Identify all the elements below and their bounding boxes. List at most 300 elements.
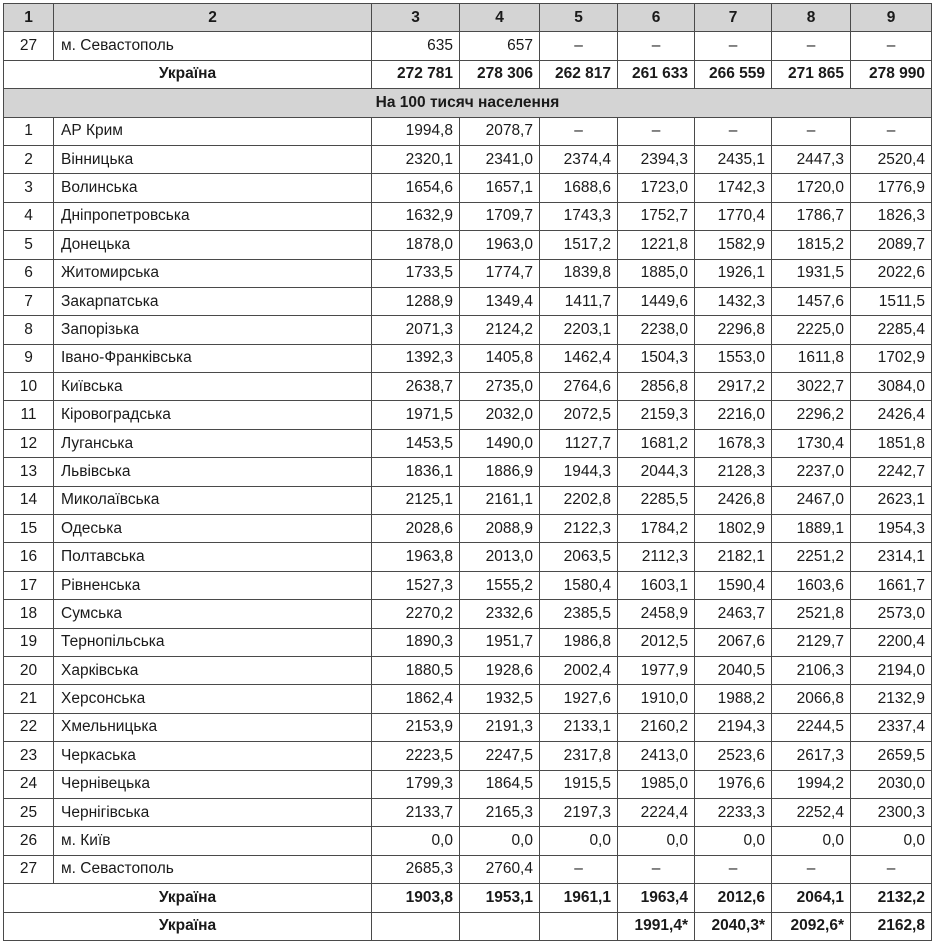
total-value-cell: 1903,8 <box>372 884 460 912</box>
row-number: 26 <box>4 827 54 855</box>
value-cell: 2088,9 <box>460 515 540 543</box>
value-cell: 1582,9 <box>695 231 772 259</box>
region-name: Львівська <box>54 458 372 486</box>
value-cell: 3022,7 <box>772 373 851 401</box>
value-cell: 1774,7 <box>460 259 540 287</box>
value-cell: 1392,3 <box>372 344 460 372</box>
value-cell: 2320,1 <box>372 145 460 173</box>
value-cell: 1889,1 <box>772 515 851 543</box>
value-cell: 2237,0 <box>772 458 851 486</box>
value-cell: 2133,7 <box>372 798 460 826</box>
region-name: Дніпропетровська <box>54 202 372 230</box>
value-cell: 2374,4 <box>540 145 618 173</box>
value-cell: 2067,6 <box>695 628 772 656</box>
value-cell: 1836,1 <box>372 458 460 486</box>
region-name: Черкаська <box>54 742 372 770</box>
value-cell: 1963,8 <box>372 543 460 571</box>
value-cell: 2296,8 <box>695 316 772 344</box>
region-name: Сумська <box>54 600 372 628</box>
value-cell: – <box>618 32 695 60</box>
value-cell: 2463,7 <box>695 600 772 628</box>
value-cell: 1770,4 <box>695 202 772 230</box>
value-cell: 2735,0 <box>460 373 540 401</box>
value-cell: 1603,1 <box>618 571 695 599</box>
value-cell: 2300,3 <box>851 798 932 826</box>
value-cell: 1786,7 <box>772 202 851 230</box>
value-cell: – <box>851 855 932 883</box>
value-cell: 1517,2 <box>540 231 618 259</box>
value-cell: 1928,6 <box>460 656 540 684</box>
value-cell: 2617,3 <box>772 742 851 770</box>
value-cell: 2002,4 <box>540 656 618 684</box>
region-name: Запорізька <box>54 316 372 344</box>
value-cell: – <box>695 117 772 145</box>
table-row <box>4 145 932 173</box>
value-cell: – <box>695 855 772 883</box>
row-number: 15 <box>4 515 54 543</box>
value-cell: 1349,4 <box>460 287 540 315</box>
value-cell: 2233,3 <box>695 798 772 826</box>
row-number: 24 <box>4 770 54 798</box>
value-cell: 2112,3 <box>618 543 695 571</box>
row-number: 22 <box>4 713 54 741</box>
table-row <box>4 373 932 401</box>
value-cell: 2638,7 <box>372 373 460 401</box>
value-cell: 1971,5 <box>372 401 460 429</box>
region-name: м. Севастополь <box>54 855 372 883</box>
table-row <box>4 486 932 514</box>
row-number: 5 <box>4 231 54 259</box>
value-cell: 2285,5 <box>618 486 695 514</box>
value-cell: 1815,2 <box>772 231 851 259</box>
value-cell: 2203,1 <box>540 316 618 344</box>
value-cell: 2032,0 <box>460 401 540 429</box>
value-cell: 2071,3 <box>372 316 460 344</box>
value-cell: 1988,2 <box>695 685 772 713</box>
row-number: 19 <box>4 628 54 656</box>
value-cell: 2106,3 <box>772 656 851 684</box>
value-cell: 1632,9 <box>372 202 460 230</box>
value-cell: 2159,3 <box>618 401 695 429</box>
column-header: 6 <box>618 4 695 32</box>
table-row <box>4 798 932 826</box>
value-cell: 2022,6 <box>851 259 932 287</box>
section-row <box>4 89 932 117</box>
region-name: Чернігівська <box>54 798 372 826</box>
value-cell: 2225,0 <box>772 316 851 344</box>
total-value-cell: 1961,1 <box>540 884 618 912</box>
row-number: 9 <box>4 344 54 372</box>
total-value-cell: 2064,1 <box>772 884 851 912</box>
value-cell: 2133,1 <box>540 713 618 741</box>
value-cell: 2458,9 <box>618 600 695 628</box>
value-cell: 1963,0 <box>460 231 540 259</box>
value-cell: 2247,5 <box>460 742 540 770</box>
value-cell: 1910,0 <box>618 685 695 713</box>
total-value-cell <box>540 912 618 940</box>
value-cell: 2197,3 <box>540 798 618 826</box>
table-body <box>4 32 932 941</box>
region-name: м. Київ <box>54 827 372 855</box>
total-value-cell: 2040,3* <box>695 912 772 940</box>
value-cell: 2072,5 <box>540 401 618 429</box>
value-cell: 2202,8 <box>540 486 618 514</box>
value-cell: 2435,1 <box>695 145 772 173</box>
value-cell: 1453,5 <box>372 429 460 457</box>
table-row <box>4 259 932 287</box>
value-cell: 1752,7 <box>618 202 695 230</box>
value-cell: 2066,8 <box>772 685 851 713</box>
value-cell: 1657,1 <box>460 174 540 202</box>
region-name: Тернопільська <box>54 628 372 656</box>
region-name: Хмельницька <box>54 713 372 741</box>
column-header: 5 <box>540 4 618 32</box>
column-header: 1 <box>4 4 54 32</box>
region-name: Київська <box>54 373 372 401</box>
table-row <box>4 515 932 543</box>
row-number: 14 <box>4 486 54 514</box>
region-name: Херсонська <box>54 685 372 713</box>
column-header: 3 <box>372 4 460 32</box>
value-cell: – <box>851 117 932 145</box>
total-value-cell: 2132,2 <box>851 884 932 912</box>
value-cell: 1611,8 <box>772 344 851 372</box>
table-row <box>4 316 932 344</box>
value-cell: 1985,0 <box>618 770 695 798</box>
value-cell: 2523,6 <box>695 742 772 770</box>
value-cell: 2012,5 <box>618 628 695 656</box>
region-name: Харківська <box>54 656 372 684</box>
table-row <box>4 770 932 798</box>
value-cell: 1885,0 <box>618 259 695 287</box>
value-cell: 1776,9 <box>851 174 932 202</box>
value-cell: – <box>851 32 932 60</box>
total-value-cell: 272 781 <box>372 60 460 88</box>
region-name: Закарпатська <box>54 287 372 315</box>
value-cell: 3084,0 <box>851 373 932 401</box>
value-cell: 1580,4 <box>540 571 618 599</box>
value-cell: 1862,4 <box>372 685 460 713</box>
value-cell: 1681,2 <box>618 429 695 457</box>
value-cell: 1553,0 <box>695 344 772 372</box>
value-cell: 2426,4 <box>851 401 932 429</box>
value-cell: 1826,3 <box>851 202 932 230</box>
table-row <box>4 458 932 486</box>
region-name: Миколаївська <box>54 486 372 514</box>
value-cell: 2161,1 <box>460 486 540 514</box>
value-cell: 2129,7 <box>772 628 851 656</box>
value-cell: 1462,4 <box>540 344 618 372</box>
value-cell: 2285,4 <box>851 316 932 344</box>
region-name: АР Крим <box>54 117 372 145</box>
total-value-cell <box>460 912 540 940</box>
table-row <box>4 287 932 315</box>
row-number: 18 <box>4 600 54 628</box>
value-cell: 2040,5 <box>695 656 772 684</box>
value-cell: – <box>540 855 618 883</box>
region-name: Луганська <box>54 429 372 457</box>
row-number: 16 <box>4 543 54 571</box>
value-cell: 1405,8 <box>460 344 540 372</box>
value-cell: 1890,3 <box>372 628 460 656</box>
value-cell: 2270,2 <box>372 600 460 628</box>
value-cell: 0,0 <box>851 827 932 855</box>
total-label: Україна <box>4 912 372 940</box>
region-name: Полтавська <box>54 543 372 571</box>
value-cell: 2426,8 <box>695 486 772 514</box>
total-label: Україна <box>4 60 372 88</box>
row-number: 25 <box>4 798 54 826</box>
value-cell: 1555,2 <box>460 571 540 599</box>
row-number: 27 <box>4 855 54 883</box>
value-cell: – <box>772 32 851 60</box>
value-cell: 2317,8 <box>540 742 618 770</box>
column-header: 7 <box>695 4 772 32</box>
value-cell: 1977,9 <box>618 656 695 684</box>
value-cell: 1839,8 <box>540 259 618 287</box>
value-cell: 1221,8 <box>618 231 695 259</box>
value-cell: 1590,4 <box>695 571 772 599</box>
table-row <box>4 202 932 230</box>
value-cell: 2125,1 <box>372 486 460 514</box>
value-cell: 0,0 <box>460 827 540 855</box>
value-cell: 2242,7 <box>851 458 932 486</box>
value-cell: 2385,5 <box>540 600 618 628</box>
value-cell: 2224,4 <box>618 798 695 826</box>
table-row <box>4 401 932 429</box>
value-cell: 1802,9 <box>695 515 772 543</box>
table-row <box>4 32 932 60</box>
region-name: Кіровоградська <box>54 401 372 429</box>
value-cell: 2332,6 <box>460 600 540 628</box>
value-cell: 2216,0 <box>695 401 772 429</box>
total-value-cell: 261 633 <box>618 60 695 88</box>
value-cell: 1702,9 <box>851 344 932 372</box>
value-cell: 1931,5 <box>772 259 851 287</box>
table-row <box>4 174 932 202</box>
total-value-cell: 1963,4 <box>618 884 695 912</box>
total-value-cell <box>372 912 460 940</box>
total-value-cell: 1953,1 <box>460 884 540 912</box>
total-value-cell: 266 559 <box>695 60 772 88</box>
total-value-cell: 2162,8 <box>851 912 932 940</box>
value-cell: 1457,6 <box>772 287 851 315</box>
value-cell: 2244,5 <box>772 713 851 741</box>
region-name: Житомирська <box>54 259 372 287</box>
value-cell: 1127,7 <box>540 429 618 457</box>
value-cell: 1851,8 <box>851 429 932 457</box>
table-row <box>4 117 932 145</box>
value-cell: 1994,2 <box>772 770 851 798</box>
value-cell: 1976,6 <box>695 770 772 798</box>
row-number: 27 <box>4 32 54 60</box>
value-cell: 0,0 <box>695 827 772 855</box>
table-row <box>4 231 932 259</box>
row-number: 2 <box>4 145 54 173</box>
value-cell: 1527,3 <box>372 571 460 599</box>
value-cell: 2044,3 <box>618 458 695 486</box>
value-cell: 2394,3 <box>618 145 695 173</box>
value-cell: – <box>618 117 695 145</box>
table-row <box>4 742 932 770</box>
value-cell: 2764,6 <box>540 373 618 401</box>
value-cell: 1951,7 <box>460 628 540 656</box>
value-cell: 2251,2 <box>772 543 851 571</box>
value-cell: 2296,2 <box>772 401 851 429</box>
region-name: м. Севастополь <box>54 32 372 60</box>
column-header: 4 <box>460 4 540 32</box>
row-number: 11 <box>4 401 54 429</box>
value-cell: 1880,5 <box>372 656 460 684</box>
value-cell: 1654,6 <box>372 174 460 202</box>
table-row <box>4 344 932 372</box>
row-number: 6 <box>4 259 54 287</box>
row-number: 3 <box>4 174 54 202</box>
table-row <box>4 855 932 883</box>
value-cell: 1449,6 <box>618 287 695 315</box>
value-cell: 1709,7 <box>460 202 540 230</box>
value-cell: 1490,0 <box>460 429 540 457</box>
value-cell: 2030,0 <box>851 770 932 798</box>
value-cell: 2447,3 <box>772 145 851 173</box>
value-cell: 2521,8 <box>772 600 851 628</box>
value-cell: 1994,8 <box>372 117 460 145</box>
table-row <box>4 713 932 741</box>
row-number: 12 <box>4 429 54 457</box>
row-number: 23 <box>4 742 54 770</box>
total-value-cell: 262 817 <box>540 60 618 88</box>
column-header: 9 <box>851 4 932 32</box>
row-number: 17 <box>4 571 54 599</box>
value-cell: 2623,1 <box>851 486 932 514</box>
value-cell: 1799,3 <box>372 770 460 798</box>
total-row <box>4 60 932 88</box>
value-cell: 2194,0 <box>851 656 932 684</box>
value-cell: – <box>772 117 851 145</box>
value-cell: 2160,2 <box>618 713 695 741</box>
value-cell: 2314,1 <box>851 543 932 571</box>
value-cell: 1742,3 <box>695 174 772 202</box>
value-cell: 2013,0 <box>460 543 540 571</box>
value-cell: 1504,3 <box>618 344 695 372</box>
value-cell: 1661,7 <box>851 571 932 599</box>
value-cell: 1944,3 <box>540 458 618 486</box>
column-header: 8 <box>772 4 851 32</box>
total-value-cell: 1991,4* <box>618 912 695 940</box>
total-value-cell: 278 990 <box>851 60 932 88</box>
value-cell: – <box>618 855 695 883</box>
value-cell: 1603,6 <box>772 571 851 599</box>
total-value-cell: 2092,6* <box>772 912 851 940</box>
row-number: 4 <box>4 202 54 230</box>
value-cell: 2124,2 <box>460 316 540 344</box>
value-cell: 0,0 <box>372 827 460 855</box>
total-value-cell: 271 865 <box>772 60 851 88</box>
value-cell: 1678,3 <box>695 429 772 457</box>
value-cell: 2685,3 <box>372 855 460 883</box>
value-cell: 2132,9 <box>851 685 932 713</box>
value-cell: 2341,0 <box>460 145 540 173</box>
value-cell: 2182,1 <box>695 543 772 571</box>
value-cell: 2856,8 <box>618 373 695 401</box>
header-row <box>4 4 932 32</box>
value-cell: 1926,1 <box>695 259 772 287</box>
region-name: Донецька <box>54 231 372 259</box>
value-cell: 2028,6 <box>372 515 460 543</box>
value-cell: 2760,4 <box>460 855 540 883</box>
value-cell: 2078,7 <box>460 117 540 145</box>
row-number: 8 <box>4 316 54 344</box>
value-cell: 1288,9 <box>372 287 460 315</box>
value-cell: 1954,3 <box>851 515 932 543</box>
value-cell: 2165,3 <box>460 798 540 826</box>
value-cell: 2659,5 <box>851 742 932 770</box>
table-row <box>4 827 932 855</box>
value-cell: 2063,5 <box>540 543 618 571</box>
total-value-cell: 278 306 <box>460 60 540 88</box>
region-name: Волинська <box>54 174 372 202</box>
value-cell: 1432,3 <box>695 287 772 315</box>
value-cell: 1733,5 <box>372 259 460 287</box>
value-cell: 657 <box>460 32 540 60</box>
value-cell: 1915,5 <box>540 770 618 798</box>
value-cell: 1723,0 <box>618 174 695 202</box>
value-cell: 2153,9 <box>372 713 460 741</box>
value-cell: 2917,2 <box>695 373 772 401</box>
region-name: Одеська <box>54 515 372 543</box>
region-name: Рівненська <box>54 571 372 599</box>
table-row <box>4 571 932 599</box>
value-cell: 1730,4 <box>772 429 851 457</box>
table-row <box>4 543 932 571</box>
value-cell: 1864,5 <box>460 770 540 798</box>
region-name: Вінницька <box>54 145 372 173</box>
region-name: Івано-Франківська <box>54 344 372 372</box>
value-cell: 2238,0 <box>618 316 695 344</box>
value-cell: 2194,3 <box>695 713 772 741</box>
value-cell: 2337,4 <box>851 713 932 741</box>
value-cell: 0,0 <box>772 827 851 855</box>
total-row <box>4 912 932 940</box>
value-cell: 635 <box>372 32 460 60</box>
region-name: Чернівецька <box>54 770 372 798</box>
value-cell: – <box>540 32 618 60</box>
value-cell: 1986,8 <box>540 628 618 656</box>
total-row <box>4 884 932 912</box>
table-row <box>4 656 932 684</box>
value-cell: 2573,0 <box>851 600 932 628</box>
table-row <box>4 685 932 713</box>
table-row <box>4 628 932 656</box>
row-number: 10 <box>4 373 54 401</box>
row-number: 21 <box>4 685 54 713</box>
table-row <box>4 429 932 457</box>
value-cell: 1511,5 <box>851 287 932 315</box>
value-cell: 1932,5 <box>460 685 540 713</box>
value-cell: 1784,2 <box>618 515 695 543</box>
row-number: 13 <box>4 458 54 486</box>
value-cell: 2122,3 <box>540 515 618 543</box>
row-number: 7 <box>4 287 54 315</box>
value-cell: 1720,0 <box>772 174 851 202</box>
value-cell: 2413,0 <box>618 742 695 770</box>
value-cell: 2191,3 <box>460 713 540 741</box>
value-cell: 2467,0 <box>772 486 851 514</box>
data-table <box>3 3 932 941</box>
section-title: На 100 тисяч населення <box>4 89 932 117</box>
total-value-cell: 2012,6 <box>695 884 772 912</box>
value-cell: 2223,5 <box>372 742 460 770</box>
